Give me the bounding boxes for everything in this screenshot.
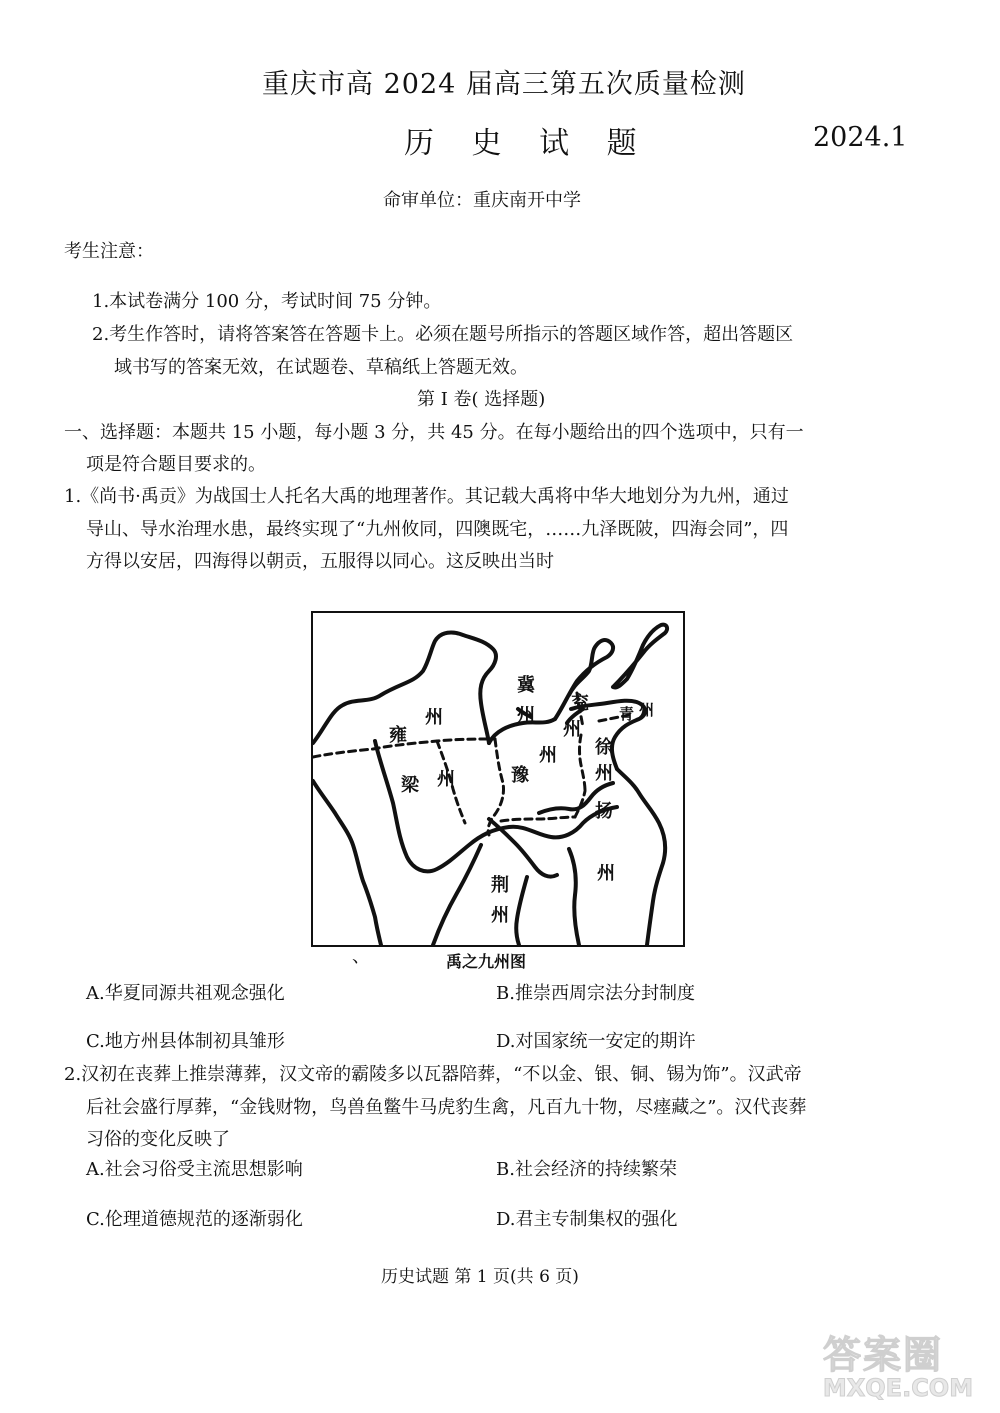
q1-option-d[interactable]: D.对国家统一安定的期许 [496,1031,696,1052]
exam-date: 2024.1 [813,122,908,153]
q1-stem-line-3: 方得以安居，四海得以朝贡，五服得以同心。这反映出当时 [86,551,554,572]
liaodong-coast [613,625,667,688]
east-coast-south [617,769,665,945]
notice-item-2-line-2: 域书写的答案无效，在试题卷、草稿纸上答题无效。 [114,357,528,378]
q1-option-b[interactable]: B.推崇西周宗法分封制度 [496,983,695,1004]
section-intro-line-2: 项是符合题目要求的。 [86,454,266,475]
boundary-yu-xu [580,735,586,791]
map-caption: 禹之九州图 [446,952,527,971]
q2-stem-line-1: 2.汉初在丧葬上推崇薄葬，汉文帝的霸陵多以瓦器陪葬，“不以金、银、铜、锡为饰”。汉武帝 [64,1064,802,1085]
map-stray-mark: 、 [352,946,370,967]
label-liang-zhou: 州 [437,769,455,790]
label-xu-zhou: 州 [595,763,613,784]
notice-item-2-line-1: 2.考生作答时，请将答案答在答题卡上。必须在题号所指示的答题区域作答，超出答题区 [92,324,794,345]
label-yu: 豫 [511,765,529,786]
label-yu-zhou: 州 [539,745,557,766]
label-jing-zhou: 州 [491,905,509,926]
label-yang: 扬 [595,801,613,822]
watermark-url: MXQE.COM [822,1374,974,1402]
exam-title: 重庆市高 2024 届高三第五次质量检测 [262,69,746,100]
q2-option-b[interactable]: B.社会经济的持续繁荣 [496,1159,677,1180]
q1-stem-line-2: 导山、导水治理水患，最终实现了“九州攸同，四隩既宅，……九泽既陂，四海会同”，四 [86,519,789,540]
label-yong: 雍 [389,725,407,746]
q2-stem-line-2: 后社会盛行厚葬，“金钱财物，鸟兽鱼鳖牛马虎豹生禽，凡百九十物，尽瘗藏之”。汉代丧葬 [86,1097,807,1118]
page-footer: 历史试题 第 1 页(共 6 页) [381,1267,579,1287]
subject-title: 历 史 试 题 [404,126,651,161]
label-liang: 梁 [401,775,419,796]
section-title: 第 I 卷( 选择题) [417,389,546,410]
section-intro-line-1: 一、选择题：本题共 15 小题，每小题 3 分，共 45 分。在每小题给出的四个选项中，只有一 [64,422,804,443]
q2-stem-line-3: 习俗的变化反映了 [86,1129,230,1150]
site-watermark [808,1322,988,1410]
label-ji: 冀 [517,675,535,696]
xiang-river [516,877,527,945]
q2-option-a[interactable]: A.社会习俗受主流思想影响 [86,1159,303,1180]
label-qing: 青 [619,705,635,723]
q1-option-c[interactable]: C.地方州县体制初具雏形 [86,1031,285,1052]
south-west-river [433,845,481,945]
boundary-yu-jing [501,817,575,821]
watermark-logo-text: 答案圈 [822,1333,943,1377]
nine-provinces-map [311,611,685,947]
label-qing-zhou: 州 [639,701,655,719]
label-yong-zhou: 州 [425,707,443,728]
label-ji-zhou: 州 [517,705,535,726]
southwest-outline [313,781,381,945]
label-yan-zhou: 州 [563,719,581,740]
q2-option-d[interactable]: D.君主专制集权的强化 [496,1209,678,1230]
q1-stem-line-1: 1.《尚书·禹贡》为战国士人托名大禹的地理著作。其记载大禹将中华大地划分为九州，通过 [64,486,789,507]
notice-heading: 考生注意： [64,241,154,262]
gan-river [569,849,579,945]
label-yan: 兖 [571,693,589,714]
notice-item-1: 1.本试卷满分 100 分，考试时间 75 分钟。 [92,291,442,312]
q2-option-c[interactable]: C.伦理道德规范的逐渐弱化 [86,1209,303,1230]
exam-unit: 命审单位：重庆南开中学 [383,190,581,211]
q1-option-a[interactable]: A.华夏同源共祖观念强化 [86,983,285,1004]
label-xu: 徐 [595,737,613,758]
label-yang-zhou: 州 [597,863,615,884]
label-jing: 荆 [491,875,509,896]
